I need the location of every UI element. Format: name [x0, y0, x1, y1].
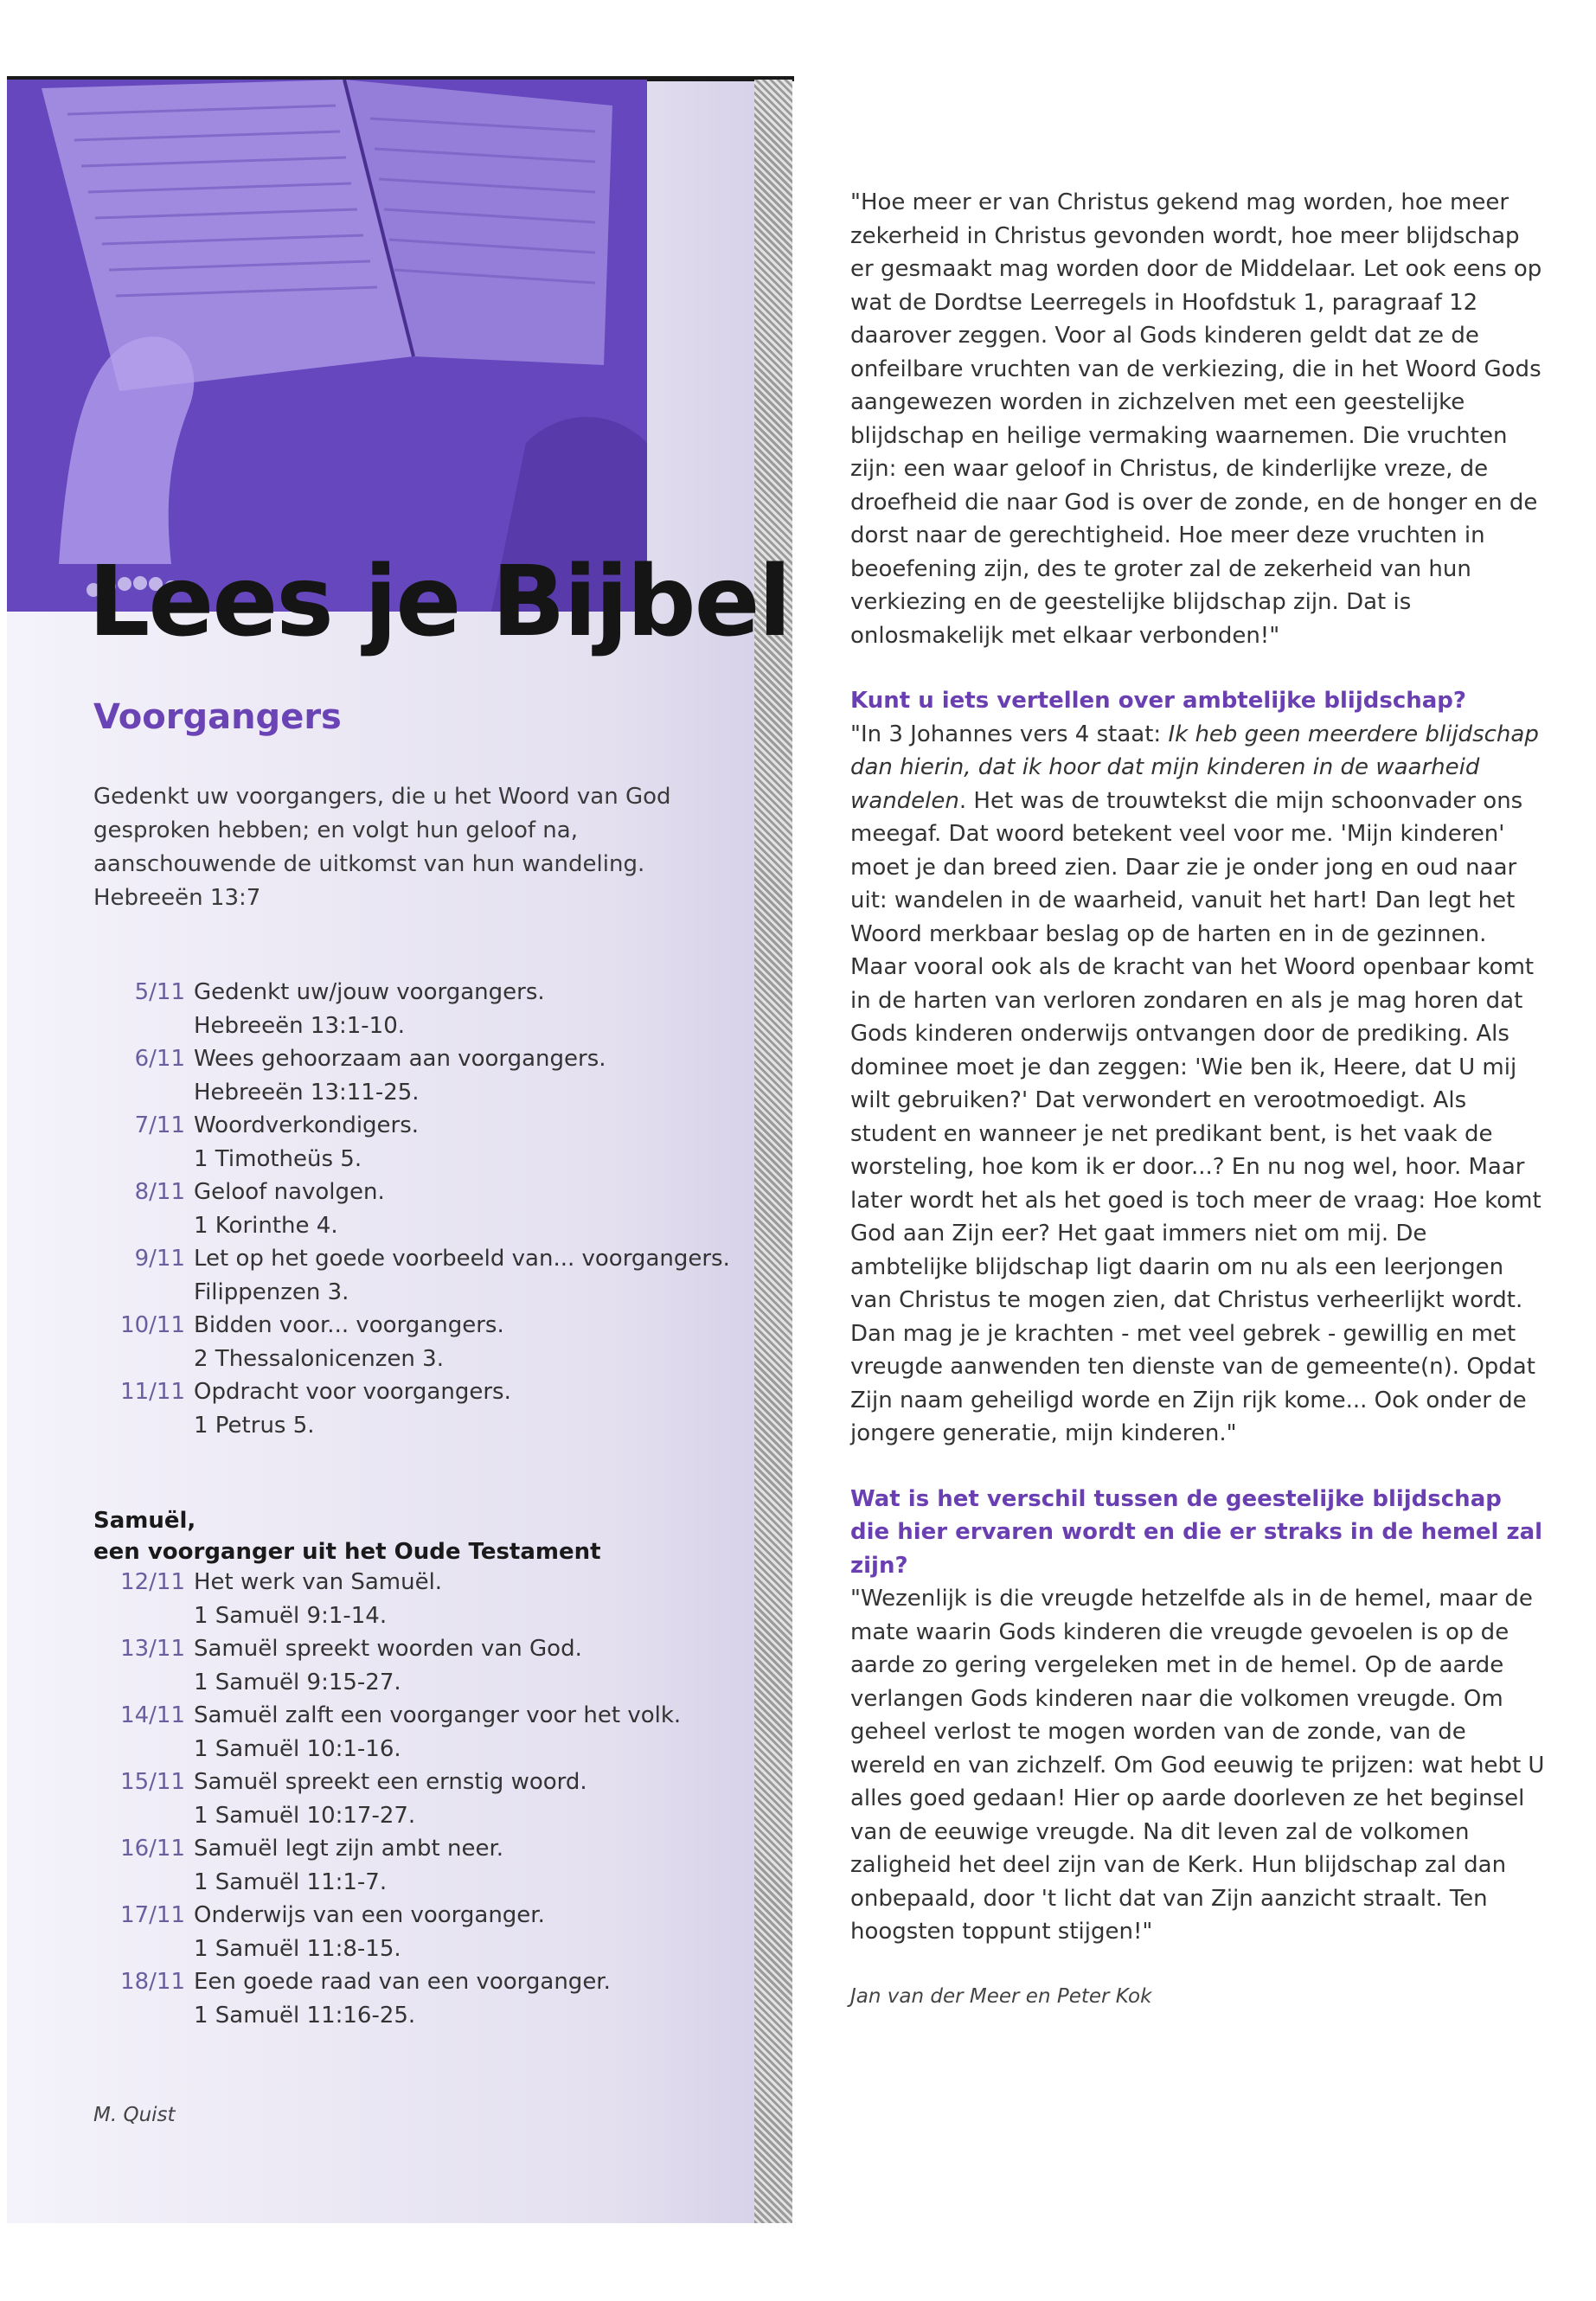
reading-text: Gedenkt uw/jouw voorgangers. [194, 979, 545, 1005]
reading-text: Samuël spreekt woorden van God. [194, 1636, 582, 1662]
answer-paragraph [850, 718, 1547, 1451]
reading-ref: 1 Samuël 11:16-25. [194, 2002, 416, 2029]
article-paragraph: "Hoe meer er van Christus gekend mag worden, hoe meer zekerheid in Christus gevonden wordt, hoe meer blijdschap er gesmaakt mag worden door de Middelaar. Let ook eens op wat de Dordtse Leerregels in Hoofdstuk 1, paragraaf 12 daarover zeggen. Voor al Gods kinderen geldt dat ze de onfeilbare vruchten van de verkiezing, die in het Woord Gods aangewezen worden in zichzelven met een geestelijke blijdschap en heilige vermaking waarnemen. Die vruchten zijn: een waar geloof in Christus, de kinderlijke vreze, de droefheid die naar God is over de zonde, en de honger en de dorst naar de gerechtigheid. Hoe meer deze vruchten in beoefening zijn, des te groter zal de zekerheid van hun verkiezing en de geestelijke blijdschap zijn. Dat is onlosmakelijk met elkaar verbonden!" [850, 189, 1542, 649]
reading-date: 14/11 [120, 1702, 185, 1728]
scripture-quote: Ik heb geen meerdere blijdschap dan hierin, dat ik hoor dat mijn kinderen in de waarheid wandelen [850, 721, 1539, 814]
reading-text: Samuël spreekt een ernstig woord. [194, 1769, 587, 1795]
page-bottom-margin [0, 2223, 1596, 2301]
reading-text: Wees gehoorzaam aan voorgangers. [194, 1046, 606, 1072]
reading-ref: 1 Timotheüs 5. [194, 1145, 362, 1172]
reading-ref: Filippenzen 3. [194, 1279, 349, 1305]
reading-item [93, 1176, 734, 1242]
samuel-heading-line2: een voorganger uit het Oude Testament [93, 1539, 601, 1565]
reading-item [93, 1309, 734, 1375]
samuel-heading-line1: Samuël, [93, 1508, 196, 1534]
question-heading: Kunt u iets vertellen over ambtelijke blijdschap? [850, 688, 1466, 714]
left-author: M. Quist [93, 2104, 176, 2126]
reading-date: 15/11 [120, 1769, 185, 1795]
reading-ref: Hebreeën 13:11-25. [194, 1079, 420, 1106]
reading-item [93, 976, 734, 1042]
answer-paragraph: "Wezenlijk is die vreugde hetzelfde als in de hemel, maar de mate waarin Gods kinderen die vreugde gevoelen is op de aarde zo gering vergeleken met in de hemel. Op de aarde verlangen Gods kinderen naar die volkomen vreugde. Om geheel verlost te mogen worden van de zonde, van de wereld en van zichzelf. Om God eeuwig te prijzen: wat hebt U alles goed gedaan! Hier op aarde doorleven ze het beginsel van de eeuwige vreugde. Na dit leven zal de volkomen zaligheid het deel zijn van de Kerk. Hun blijdschap zal dan onbepaald, door 't licht dat van Zijn aanzicht straalt. Ten hoogsten toppunt stijgen!" [850, 1586, 1545, 1945]
reading-date: 13/11 [120, 1636, 185, 1662]
reading-ref: 1 Samuël 9:15-27. [194, 1669, 401, 1695]
intro-quote-block [93, 780, 716, 915]
reading-ref: Hebreeën 13:1-10. [194, 1012, 406, 1039]
reading-text: Samuël zalft een voorganger voor het volk. [194, 1702, 682, 1728]
reading-text: Opdracht voor voorgangers. [194, 1379, 511, 1405]
reading-item [93, 1109, 734, 1176]
reading-text: Samuël legt zijn ambt neer. [194, 1836, 504, 1862]
reading-ref: 1 Samuël 9:1-14. [194, 1602, 388, 1629]
open-bible-illustration [7, 80, 647, 612]
reading-item [93, 1965, 734, 2032]
answer-body: . Het was de trouwtekst die mijn schoonvader ons meegaf. Dat woord betekent veel voor me. 'Mijn kinderen' moet je dan breed zien. Daar zie je onder jong en oud naar uit: wandelen in de waarheid, vanuit het hart! Dan legt het Woord merkbaar beslag op de harten en in de gezinnen. Maar vooral ook als de kracht van het Woord openbaar komt in de harten van verloren zondaren en als je mag horen dat Gods kinderen onderwijs ontvangen door de prediking. Als dominee moet je dan zeggen: 'Wie ben ik, Heere, dat U mij wilt gebruiken?' Dat verwondert en verootmoedigt. Als student en wanneer je net predikant bent, is het vaak de worsteling, hoe kom ik er door...? En nu nog wel, hoor. Maar later wordt het als het goed is toch meer de vraag: Hoe komt God aan Zijn eer? Het gaat immers niet om mij. De ambtelijke blijdschap ligt daarin om nu als een leerjongen van Christus te mogen zien, dat Christus verheerlijkt wordt. Dan mag je je krachten - met veel gebrek - gewillig en met vreugde aanwenden ten dienste van de gemeente(n). Opdat Zijn naam geheiligd worde en Zijn rijk kome... Ook onder de jongere generatie, mijn kinderen." [850, 787, 1542, 1446]
reading-ref: 1 Samuël 11:8-15. [194, 1935, 401, 1962]
reading-date: 5/11 [134, 979, 185, 1005]
reading-ref: 1 Samuël 11:1-7. [194, 1868, 388, 1895]
reading-date: 18/11 [120, 1969, 185, 1995]
reading-ref: 1 Samuël 10:17-27. [194, 1802, 416, 1829]
reading-ref: 1 Samuël 10:1-16. [194, 1735, 401, 1762]
intro-quote: Gedenkt uw voorgangers, die u het Woord van God gesproken hebben; en volgt hun geloof na, aanschouwende de uitkomst van hun wandeling. [93, 784, 671, 877]
reading-ref: 1 Petrus 5. [194, 1412, 315, 1439]
page-top-margin [0, 0, 1596, 78]
reading-item [93, 1042, 734, 1109]
reading-item [93, 1699, 734, 1766]
answer-intro: "In 3 Johannes vers 4 staat: [850, 721, 1169, 747]
intro-reference: Hebreeën 13:7 [93, 885, 261, 911]
reading-item [93, 1899, 734, 1965]
reading-text: Geloof navolgen. [194, 1179, 385, 1205]
section-title: Voorgangers [93, 697, 342, 737]
reading-item [93, 1375, 734, 1442]
reading-item [93, 1766, 734, 1832]
reading-date: 16/11 [120, 1836, 185, 1862]
reading-date: 12/11 [120, 1569, 185, 1595]
reading-date: 9/11 [134, 1246, 185, 1272]
reading-text: Een goede raad van een voorganger. [194, 1969, 611, 1995]
reading-date: 8/11 [134, 1179, 185, 1205]
reading-text: Woordverkondigers. [194, 1112, 420, 1138]
reading-date: 17/11 [120, 1902, 185, 1928]
reading-date: 6/11 [134, 1046, 185, 1072]
samuel-heading [93, 1505, 734, 1567]
interview-column [850, 186, 1547, 2013]
reading-ref: 1 Korinthe 4. [194, 1212, 338, 1239]
reading-date: 11/11 [120, 1379, 185, 1405]
reading-ref: 2 Thessalonicenzen 3. [194, 1345, 444, 1372]
reading-item [93, 1832, 734, 1899]
article-authors: Jan van der Meer en Peter Kok [850, 1984, 1152, 2008]
reading-item [93, 1632, 734, 1699]
reading-text: Het werk van Samuël. [194, 1569, 443, 1595]
reading-text: Let op het goede voorbeeld van... voorgangers. [194, 1246, 730, 1272]
page-gutter [754, 80, 792, 2223]
reading-text: Bidden voor... voorgangers. [194, 1312, 504, 1338]
reading-date: 10/11 [120, 1312, 185, 1338]
reading-schedule [93, 976, 734, 1442]
reading-item [93, 1242, 734, 1309]
reading-item [93, 1566, 734, 1632]
page-title: Lees je Bijbel [88, 546, 790, 658]
question-heading: Wat is het verschil tussen de geestelijke blijdschap die hier ervaren wordt en die er straks in de hemel zal zijn? [850, 1485, 1543, 1579]
reading-date: 7/11 [134, 1112, 185, 1138]
reading-text: Onderwijs van een voorganger. [194, 1902, 545, 1928]
bible-photo [7, 80, 647, 612]
samuel-reading-schedule [93, 1566, 734, 2032]
